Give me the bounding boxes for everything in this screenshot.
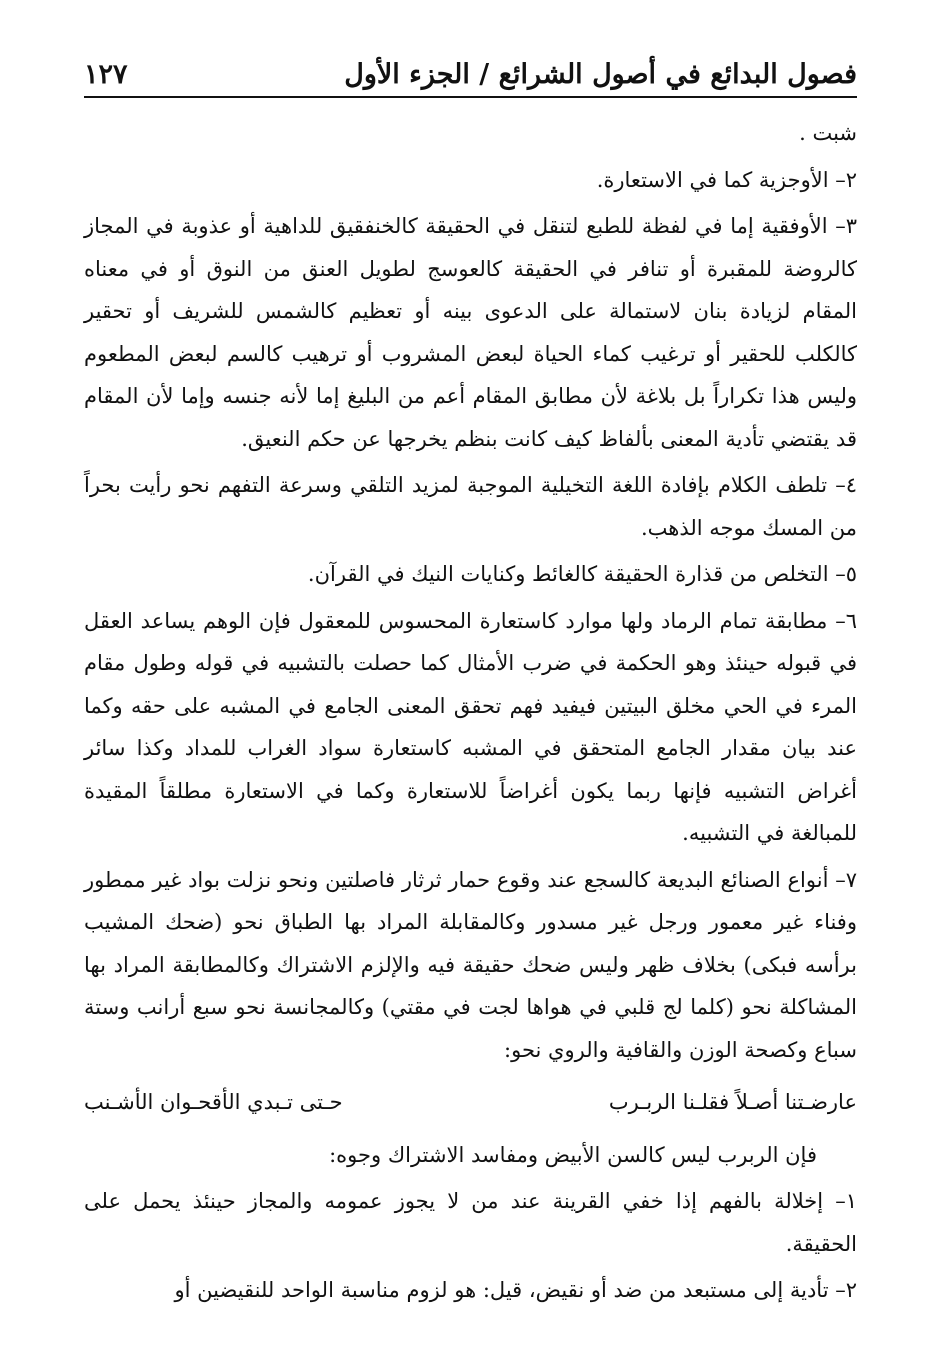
verse-second-hemistich: حـتى تـبدي الأقحـوان الأشـنب: [84, 1090, 343, 1114]
paragraph: ٢– تأدية إلى مستبعد من ضد أو نقيض، قيل: هو لزوم مناسبة الواحد للنقيضين أو: [174, 1278, 857, 1302]
paragraph: فإن الربرب ليس كالسن الأبيض ومفاسد الاشتراك وجوه:: [329, 1142, 817, 1167]
paragraph: ٢– الأوجزية كما في الاستعارة.: [596, 167, 857, 192]
poetry-verse: [84, 1075, 857, 1134]
paragraph: ٧– أنواع الصنائع البديعة كالسجع عند وقوع حمار ثرثار فاصلتين ونحو نزلت بواد غير ممطور وفناء غير معمور ورجل غير مسدور وكالمقابلة المراد بها الطباق نحو (ضحك المشيب برأسه فبكى) بخلاف ظهر وليس ضحك حقيقة فيه والإلزم الاشتراك وكالمطابقة المراد بها المشاكلة نحو (كلما لج قلبي في هواها لجت في مقتي) وكالمجانسة نحو سبع أرانب وستة سباع وكصحة الوزن والقافية والروي نحو:: [84, 867, 857, 1062]
paragraph: ٦– مطابقة تمام الرماد ولها موارد كاستعارة المحسوس للمعقول فإن الوهم يساعد العقل في قبوله حينئذ وهو الحكمة في ضرب الأمثال كما حصلت بالتشبيه في قوله وطول مقام المرء في الحي مخلق البيتين فيفيد فهم تحقق المعنى الجامع في المشبه على حقه وكما عند بيان مقدار الجامع المتحقق في المشبه كاستعارة سواد الغراب للمداد وكذا سائر أغراض التشبيه فإنها ربما يكون أغراضاً للاستعارة وكما في الاستعارة مطلقاً المقيدة للمبالغة في التشبيه.: [84, 608, 857, 845]
page-header: [84, 46, 857, 98]
paragraph: ٥– التخلص من قذارة الحقيقة كالغائط وكنايات النيك في القرآن.: [307, 562, 857, 586]
running-title: فصول البدائع في أصول الشرائع / الجزء الأول: [344, 59, 857, 90]
paragraph: ٤– تلطف الكلام بإفادة اللغة التخيلية الموجبة لمزيد التلقي وسرعة التفهم نحو رأيت بحراً من المسك موجه الذهب.: [84, 473, 857, 540]
paragraph: ٣– الأوفقية إما في لفظة للطبع لتنقل في الحقيقة كالخنفقيق للداهية أو عذوبة في المجاز كالروضة للمقبرة أو تنافر في الحقيقة كالعوسج لطويل العنق من النوق أو في معناه المقام لزيادة بنان لاستمالة على الدعوى بينه أو تعظيم كالشمس للشريف أو تحقير كالكلب للحقير أو ترغيب كماء الحياة لبعض المشروب أو ترهيب كالسم لبعض المطعوم وليس هذا تكراراً بل بلاغة لأن مطابق المقام أعم من البليغ إما لأنه جنسه وإما لأن المقام قد يقتضي تأدية المعنى بألفاظ كيف كانت بنظم يخرجها عن حكم النعيق.: [84, 214, 857, 451]
paragraph: ١– إخلالة بالفهم إذا خفي القرينة عند من لا يجوز عمومه والمجاز حينئذ يحمل على الحقيقة.: [84, 1189, 857, 1256]
body-text: [84, 112, 857, 1316]
verse-first-hemistich: عارضـتنا أصـلاً فقلـنا الربـرب: [608, 1090, 857, 1114]
page-number: ١٢٧: [84, 59, 128, 90]
paragraph: شبت .: [799, 121, 857, 145]
